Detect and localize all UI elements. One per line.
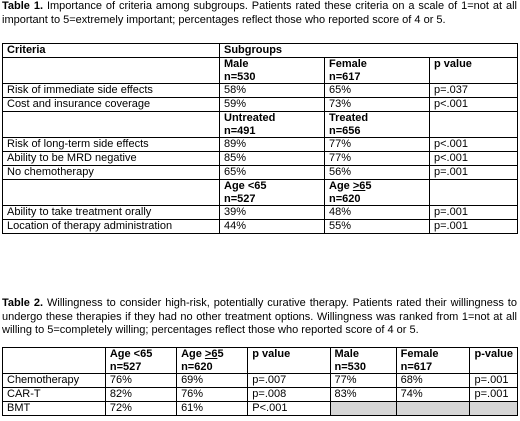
subgroup-1-value: 89% [220, 138, 325, 152]
p-value-sex-cell: p=.001 [470, 388, 518, 402]
table-row [3, 98, 518, 112]
header-subgroups: Subgroups [220, 44, 518, 58]
therapy-willingness-table [2, 347, 518, 416]
table2-caption [2, 297, 517, 338]
subgroup-1-header-line: n=527 [224, 192, 256, 205]
table2-caption-label: Table 2. [2, 297, 44, 309]
therapy-cell: CAR-T [3, 388, 106, 402]
subgroup-spacer [3, 58, 220, 84]
p-value-cell: p<.001 [430, 138, 518, 152]
female-value: 74% [396, 388, 470, 402]
subgroup-2-header-line: Age >65 [329, 180, 372, 192]
therapy-cell: Chemotherapy [3, 374, 106, 388]
table-row [3, 374, 518, 388]
subgroup-2-header-line: Treated [329, 112, 369, 124]
p-value-cell: p=.001 [430, 166, 518, 180]
table-row [3, 402, 518, 416]
subgroup-1-value: 58% [220, 84, 325, 98]
subgroup-2-header [325, 180, 430, 206]
table1-caption [2, 0, 517, 27]
age-gt65-value: 76% [177, 388, 248, 402]
p-value-sex-cell: p=.001 [470, 374, 518, 388]
subgroup-2-value: 65% [325, 84, 430, 98]
age-gt65-value: 69% [177, 374, 248, 388]
table-row [3, 220, 518, 234]
subgroup-1-value: 44% [220, 220, 325, 234]
p-value-cell: p=.001 [430, 220, 518, 234]
male-value: 83% [330, 388, 396, 402]
subgroup-header-row [3, 112, 518, 138]
subgroup-1-value: 59% [220, 98, 325, 112]
table-header-row [3, 44, 518, 58]
subgroup-2-header [325, 58, 430, 84]
subgroup-1-header [220, 180, 325, 206]
subgroup-2-value: 56% [325, 166, 430, 180]
therapy-header [3, 348, 106, 374]
table-row [3, 152, 518, 166]
criteria-importance-table [2, 43, 518, 234]
table-header-row [3, 348, 518, 374]
subgroup-2-value: 73% [325, 98, 430, 112]
table1-caption-text: Importance of criteria among subgroups. Patients rated these criteria on a scale of 1=not at all important to 5=extremely important; percentages reflect those who reported score of 4 or 5. [2, 0, 517, 26]
p-value-age-cell: p=.008 [248, 388, 330, 402]
male-value: 77% [330, 374, 396, 388]
age-gt65-header [177, 348, 248, 374]
criterion-cell: Location of therapy administration [3, 220, 220, 234]
subgroup-1-value: 65% [220, 166, 325, 180]
subgroup-1-header-line: n=491 [224, 124, 256, 137]
p-value-age-cell: p=.007 [248, 374, 330, 388]
subgroup-1-header-line: n=530 [224, 70, 256, 83]
age-lt65-header-line: n=527 [109, 360, 142, 373]
age-gt65-header-line: n=620 [181, 360, 213, 373]
subgroup-2-header [325, 112, 430, 138]
p-value-header [430, 112, 518, 138]
p-value-header [430, 180, 518, 206]
male-header [330, 348, 396, 374]
therapy-cell: BMT [3, 402, 106, 416]
subgroup-2-value: 77% [325, 138, 430, 152]
subgroup-header-row [3, 180, 518, 206]
subgroup-2-header-line: Female [329, 58, 367, 70]
p-value-age-header: p value [248, 348, 330, 374]
female-header-line: n=617 [400, 360, 433, 373]
header-criteria: Criteria [3, 44, 220, 58]
subgroup-2-value: 77% [325, 152, 430, 166]
criterion-cell: Risk of long-term side effects [3, 138, 220, 152]
criterion-cell: Ability to take treatment orally [3, 206, 220, 220]
criterion-cell: Risk of immediate side effects [3, 84, 220, 98]
age-lt65-value: 82% [105, 388, 176, 402]
subgroup-1-header-line: Male [224, 58, 249, 70]
age-lt65-value: 72% [105, 402, 176, 416]
subgroup-1-header [220, 58, 325, 84]
subgroup-1-header [220, 112, 325, 138]
subgroup-2-value: 48% [325, 206, 430, 220]
p-value-cell: p=.001 [430, 206, 518, 220]
subgroup-2-value: 55% [325, 220, 430, 234]
female-header-line: Female [400, 348, 439, 360]
table-row [3, 138, 518, 152]
criterion-cell: No chemotherapy [3, 166, 220, 180]
age-lt65-header-line: Age <65 [109, 348, 153, 360]
subgroup-1-value: 39% [220, 206, 325, 220]
table2-caption-text: Willingness to consider high-risk, potentially curative therapy. Patients rated their willingness to undergo these therapies if they had no other treatment options. Willingness was ranked from 1=not at all willing to 5=completely willing; percentages reflect those who reported score of 4 or 5. [2, 297, 517, 337]
male-header-line: n=530 [334, 360, 367, 373]
subgroup-header-row [3, 58, 518, 84]
subgroup-1-header-line: Age <65 [224, 180, 267, 192]
subgroup-1-header-line: Untreated [224, 112, 276, 124]
female-value [396, 402, 470, 416]
table-row [3, 166, 518, 180]
age-gt65-header-line: Age >65 [181, 348, 224, 360]
male-header-line: Male [334, 348, 359, 360]
table-row [3, 206, 518, 220]
p-value-cell: p<.001 [430, 152, 518, 166]
subgroup-2-header-line: n=617 [329, 70, 361, 83]
subgroup-1-value: 85% [220, 152, 325, 166]
p-value-sex-header: p-value [470, 348, 518, 374]
p-value-cell: p=.037 [430, 84, 518, 98]
age-lt65-header [105, 348, 176, 374]
female-value: 68% [396, 374, 470, 388]
subgroup-2-header-line: n=656 [329, 124, 361, 137]
table-row [3, 84, 518, 98]
age-gt65-value: 61% [177, 402, 248, 416]
p-value-age-cell: P<.001 [248, 402, 330, 416]
criterion-cell: Ability to be MRD negative [3, 152, 220, 166]
subgroup-2-header-line: n=620 [329, 192, 361, 205]
female-header [396, 348, 470, 374]
p-value-cell: p<.001 [430, 98, 518, 112]
table-row [3, 388, 518, 402]
subgroup-spacer [3, 180, 220, 206]
age-lt65-value: 76% [105, 374, 176, 388]
p-value-header: p value [430, 58, 518, 84]
table1-caption-label: Table 1. [2, 0, 44, 12]
subgroup-spacer [3, 112, 220, 138]
p-value-sex-cell [470, 402, 518, 416]
male-value [330, 402, 396, 416]
criterion-cell: Cost and insurance coverage [3, 98, 220, 112]
